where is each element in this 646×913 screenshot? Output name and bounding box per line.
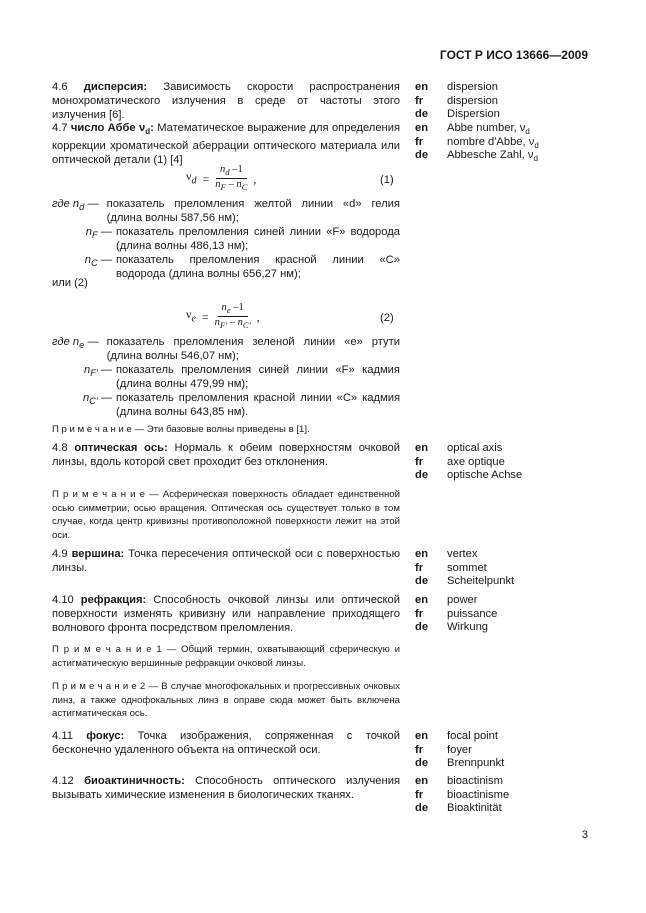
term-row [415,743,504,757]
term-text: focal point [447,730,498,742]
term-row [415,135,539,149]
term-text: Scheitelpunkt [447,575,515,588]
term-text: nombre d'Abbe, $\nu_d$ [447,135,539,150]
entry-4-11 [52,729,400,757]
where-block-2 [52,335,400,419]
lang-code: en [415,81,429,93]
term-row [415,547,514,561]
term-row [415,107,500,121]
entry-term: фокус: [86,730,125,742]
lang-code: en [415,548,429,560]
lang-code: de [415,621,429,634]
entry-definition: Способность очковой линзы или оптической поверхности изменять кривизну или направление приходящего волнового фронта посредством преломления. [52,594,401,634]
term-row [415,607,497,621]
term-row [415,574,514,588]
entry-number: 4.11 [52,730,73,742]
where-row: $n_{F'}$ — показатель преломления синей линии «F» кадмия (длина волны 479,99 нм); [83,364,400,390]
term-text: Wirkung [447,621,489,634]
entry-number: 4.12 [52,775,74,787]
term-text: foyer [447,743,472,756]
formula-lhs: $\nu_e$ [186,306,196,325]
term-text: Brennpunkt [447,757,505,770]
lang-code: en [415,594,429,606]
entry-number: 4.8 [52,442,68,454]
term-row [415,620,497,634]
term-text: vertex [447,548,478,560]
lang-code: de [415,469,429,482]
where-row: $n_{C'}$ — показатель преломления красной линии «C» кадмия (длина волны 643,85 нм). [82,392,400,418]
lang-code: en [415,775,429,787]
lang-code: en [415,122,429,134]
where-row: где $n_d$ — показатель преломления желтой линии «d» гелия (длина волны 587,56 нм); [52,198,400,224]
terms-4-11 [415,729,504,770]
entry-4-6 [52,80,400,122]
term-row [415,80,500,94]
lang-code: fr [415,135,424,148]
entry-definition: Зависимость скорости распространения монохроматического излучения в среде от частоты этого излучения [6]. [52,81,400,121]
term-text: optical axis [447,442,503,454]
term-row [415,729,504,743]
entry-term: рефракция: [80,594,147,606]
term-row [415,788,509,802]
formula-1: $\nu_d$ = $\frac{n_d -1}{n_F - n_C}$ , [186,164,257,193]
terms-4-10 [415,593,497,634]
note-4-7: П р и м е ч а н и е — Эти базовые волны приведены в [1]. [52,424,310,435]
entry-number: 4.10 [52,594,74,606]
or-label: или (2) [52,277,88,289]
entry-4-7 [52,121,400,167]
term-text: bioactinisme [447,788,510,801]
formula-2: $\nu_e$ = $\frac{n_e -1}{n_{F'} - n_{C'}}$ , [186,302,260,331]
entry-term: биоактиничность: [84,775,185,787]
entry-term: число Аббе $\nu_d$: [70,122,154,137]
term-text: optische Achse [447,469,523,482]
entry-term: вершина: [71,548,125,560]
entry-4-12 [52,774,400,802]
entry-definition: Точка пересечения оптической оси с поверхностью линзы. [52,548,400,574]
terms-4-9 [415,547,514,588]
entry-4-9 [52,547,400,575]
entry-number: 4.6 [52,81,68,93]
terms-4-12 [415,774,509,815]
where-row: $n_F$ — показатель преломления синей линии «F» водорода (длина волны 486,13 нм); [85,226,400,252]
note-4-8: П р и м е ч а н и е — Асферическая поверхность обладает единственной осью симметрии, осью вращения. Оптическая ось существует только в том случае, когда центр кривизны противоположной поверхности лежит на этой оси. [52,489,400,541]
terms-4-7 [415,121,539,162]
term-row [415,468,522,482]
where-row: где $n_e$ — показатель преломления зеленой линии «e» ртути (длина волны 546,07 нм); [52,336,400,362]
lang-code: fr [415,455,424,468]
term-row [415,455,522,469]
page-number: 3 [581,829,588,841]
term-text: Abbesche Zahl, $\nu_d$ [447,149,538,164]
lang-code: fr [415,788,424,801]
term-text: Bioaktinität [447,802,502,815]
term-text: axe optique [447,455,505,468]
lang-code: en [415,442,429,454]
entry-definition: Способность оптического излучения вызывать химические изменения в биологических тканях. [52,775,400,801]
where-row: $n_C$ — показатель преломления красной линии «C» водорода (длина волны 656,27 нм); [84,254,400,280]
lang-code: de [415,757,429,770]
term-text: power [447,594,478,606]
document-header: ГОСТ Р ИСО 13666—2009 [439,48,588,62]
note-4-10-2: П р и м е ч а н и е 2 — В случае многофокальных и прогрессивных очковых линз, а также однофокальных линз в оправе сюда может быть включена астигматическая ось. [52,681,400,719]
term-row [415,441,522,455]
lang-code: de [415,802,429,815]
term-text: dispersion [447,94,498,107]
term-row [415,593,497,607]
term-text: Abbe number, $\nu_d$ [447,122,530,137]
term-row [415,94,500,108]
lang-code: fr [415,607,424,620]
term-row [415,756,504,770]
entry-4-10 [52,593,400,635]
term-row [415,561,514,575]
term-text: Dispersion [447,108,500,121]
lang-code: en [415,730,429,742]
entry-definition: Точка изображения, сопряженная с точкой бесконечно удаленного объекта на оптической оси. [52,730,401,756]
term-row [415,774,509,788]
term-text: bioactinism [447,775,503,787]
lang-code: fr [415,561,424,574]
formula-fraction: $\frac{n_d -1}{n_F - n_C}$ [215,164,248,193]
term-text: dispersion [447,81,498,93]
term-row [415,121,539,135]
lang-code: de [415,108,429,121]
terms-4-8 [415,441,522,482]
entry-number: 4.9 [52,548,68,560]
formula-number: (1) [380,174,394,186]
note-4-10-1: П р и м е ч а н и е 1 — Общий термин, охватывающий сферическую и астигматическую вершинные рефракции очковой линзы. [52,644,400,669]
terms-4-6 [415,80,500,121]
formula-fraction: $\frac{n_e -1}{n_{F'} - n_{C'}}$ [214,302,251,331]
term-row [415,801,509,815]
entry-4-8 [52,441,400,469]
formula-lhs: $\nu_d$ [186,168,197,187]
lang-code: de [415,149,429,162]
term-text: puissance [447,607,498,620]
lang-code: fr [415,94,424,107]
entry-term: дисперсия: [83,81,148,93]
entry-term: оптическая ось: [74,442,168,454]
where-block-1 [52,197,400,281]
lang-code: fr [415,743,424,756]
formula-number: (2) [380,312,394,324]
term-text: sommet [447,561,487,574]
entry-number: 4.7 [52,122,68,134]
entry-definition: Математическое выражение для определения коррекции хроматической аберрации оптического материала или оптической детали (1) [4] [52,122,401,167]
term-row [415,148,539,162]
entry-definition: Нормаль к обеим поверхностям очковой линзы, вдоль которой свет проходит без отклонения. [52,442,401,468]
lang-code: de [415,575,429,588]
